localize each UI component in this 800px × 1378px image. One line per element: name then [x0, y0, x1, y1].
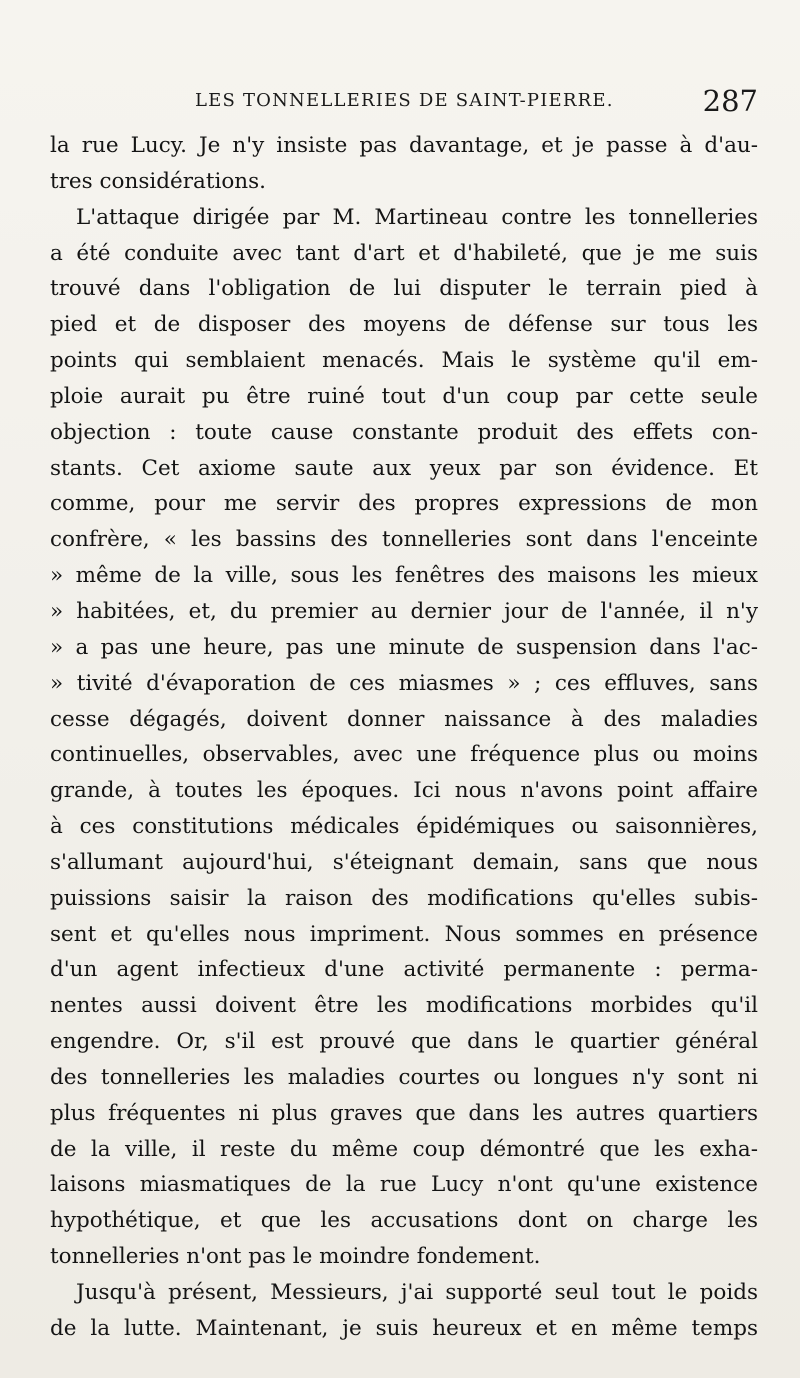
text-line: pied et de disposer des moyens de défense sur tous les [50, 312, 758, 338]
text-line: comme, pour me servir des propres expressions de mon [50, 491, 758, 517]
running-title: LES TONNELLERIES DE SAINT-PIERRE. [195, 90, 614, 111]
text-line: trouvé dans l'obligation de lui disputer le terrain pied à [50, 276, 758, 302]
text-line: confrère, « les bassins des tonnelleries sont dans l'enceinte [50, 527, 758, 553]
body-text [50, 128, 758, 1347]
text-line: plus fréquentes ni plus graves que dans les autres quartiers [50, 1100, 758, 1126]
text-line: » a pas une heure, pas une minute de suspension dans l'ac- [50, 634, 758, 660]
text-line: tres considérations. [50, 168, 267, 194]
text-line: objection : toute cause constante produit des effets con- [50, 419, 758, 445]
text-line: grande, à toutes les époques. Ici nous n'avons point affaire [50, 778, 758, 804]
text-line: ploie aurait pu être ruiné tout d'un coup par cette seule [50, 383, 758, 409]
text-line: L'attaque dirigée par M. Martineau contre les tonnelleries [76, 204, 758, 230]
page-header [50, 86, 758, 126]
text-line: » tivité d'évaporation de ces miasmes » ; ces effluves, sans [50, 670, 758, 696]
text-line: laisons miasmatiques de la rue Lucy n'ont qu'une existence [50, 1172, 758, 1198]
text-line: de la lutte. Maintenant, je suis heureux et en même temps [50, 1315, 758, 1341]
text-line: engendre. Or, s'il est prouvé que dans le quartier général [50, 1029, 758, 1055]
text-line: » habitées, et, du premier au dernier jour de l'année, il n'y [50, 598, 758, 624]
text-line: puissions saisir la raison des modifications qu'elles subis- [50, 885, 758, 911]
text-line: cesse dégagés, doivent donner naissance à des maladies [50, 706, 758, 732]
text-line: à ces constitutions médicales épidémiques ou saisonnières, [50, 814, 758, 840]
text-line: des tonnelleries les maladies courtes ou longues n'y sont ni [50, 1064, 758, 1090]
text-line: tonnelleries n'ont pas le moindre fondement. [50, 1244, 541, 1270]
text-line: s'allumant aujourd'hui, s'éteignant demain, sans que nous [50, 849, 758, 875]
text-line: a été conduite avec tant d'art et d'habileté, que je me suis [50, 240, 758, 266]
text-line: points qui semblaient menacés. Mais le système qu'il em- [50, 348, 758, 374]
text-line: de la ville, il reste du même coup démontré que les exha- [50, 1136, 758, 1162]
text-line: Jusqu'à présent, Messieurs, j'ai supporté seul tout le poids [76, 1280, 758, 1305]
text-line: d'un agent infectieux d'une activité permanente : perma- [50, 957, 758, 983]
text-line: nentes aussi doivent être les modifications morbides qu'il [50, 993, 758, 1019]
text-line: stants. Cet axiome saute aux yeux par son évidence. Et [50, 455, 758, 481]
page-number: 287 [702, 84, 758, 118]
text-line: hypothétique, et que les accusations dont on charge les [50, 1208, 758, 1234]
text-line: continuelles, observables, avec une fréquence plus ou moins [50, 742, 758, 768]
text-line: la rue Lucy. Je n'y insiste pas davantage, et je passe à d'au- [50, 133, 758, 158]
text-line: sent et qu'elles nous impriment. Nous sommes en présence [50, 921, 758, 947]
text-line: » même de la ville, sous les fenêtres des maisons les mieux [50, 563, 758, 589]
